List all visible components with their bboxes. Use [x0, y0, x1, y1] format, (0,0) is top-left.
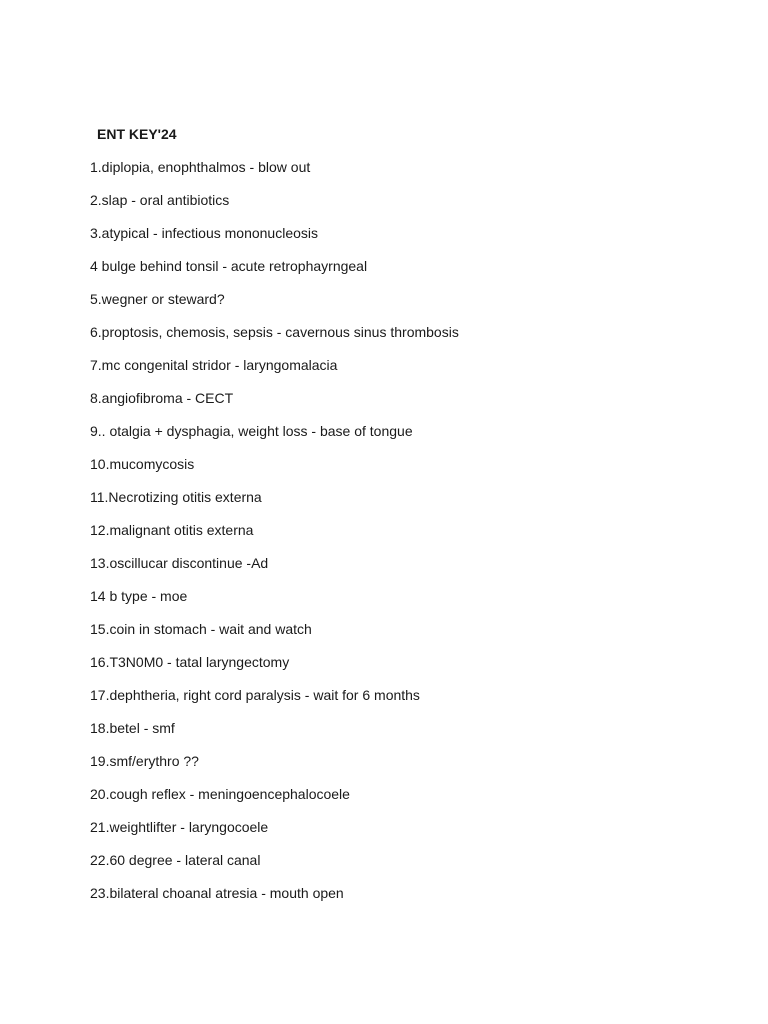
- list-item: 12.malignant otitis externa: [90, 522, 254, 538]
- list-item: 22.60 degree - lateral canal: [90, 852, 261, 868]
- list-item: 20.cough reflex - meningoencephalocoele: [90, 786, 350, 802]
- list-item: 4 bulge behind tonsil - acute retrophayrngeal: [90, 258, 368, 274]
- list-item: 10.mucomycosis: [90, 456, 195, 472]
- list-item: 14 b type - moe: [90, 588, 188, 604]
- list-item: 17.dephtheria, right cord paralysis - wait for 6 months: [90, 687, 420, 703]
- list-item: 8.angiofibroma - CECT: [90, 390, 234, 406]
- answer-key-list: [90, 158, 459, 917]
- list-item: 13.oscillucar discontinue -Ad: [90, 555, 269, 571]
- document-title: ENT KEY'24: [97, 126, 177, 142]
- list-item: 7.mc congenital stridor - laryngomalacia: [90, 357, 338, 373]
- list-item: 6.proptosis, chemosis, sepsis - cavernous sinus thrombosis: [90, 324, 459, 340]
- list-item: 11.Necrotizing otitis externa: [90, 489, 262, 505]
- list-item: 1.diplopia, enophthalmos - blow out: [90, 159, 311, 175]
- list-item: 21.weightlifter - laryngocoele: [90, 819, 269, 835]
- list-item: 19.smf/erythro ??: [90, 753, 199, 769]
- list-item: 9.. otalgia + dysphagia, weight loss - base of tongue: [90, 423, 413, 439]
- list-item: 16.T3N0M0 - tatal laryngectomy: [90, 654, 290, 670]
- list-item: 2.slap - oral antibiotics: [90, 192, 230, 208]
- list-item: 3.atypical - infectious mononucleosis: [90, 225, 319, 241]
- list-item: 5.wegner or steward?: [90, 291, 225, 307]
- list-item: 15.coin in stomach - wait and watch: [90, 621, 312, 637]
- list-item: 23.bilateral choanal atresia - mouth open: [90, 885, 344, 901]
- list-item: 18.betel - smf: [90, 720, 175, 736]
